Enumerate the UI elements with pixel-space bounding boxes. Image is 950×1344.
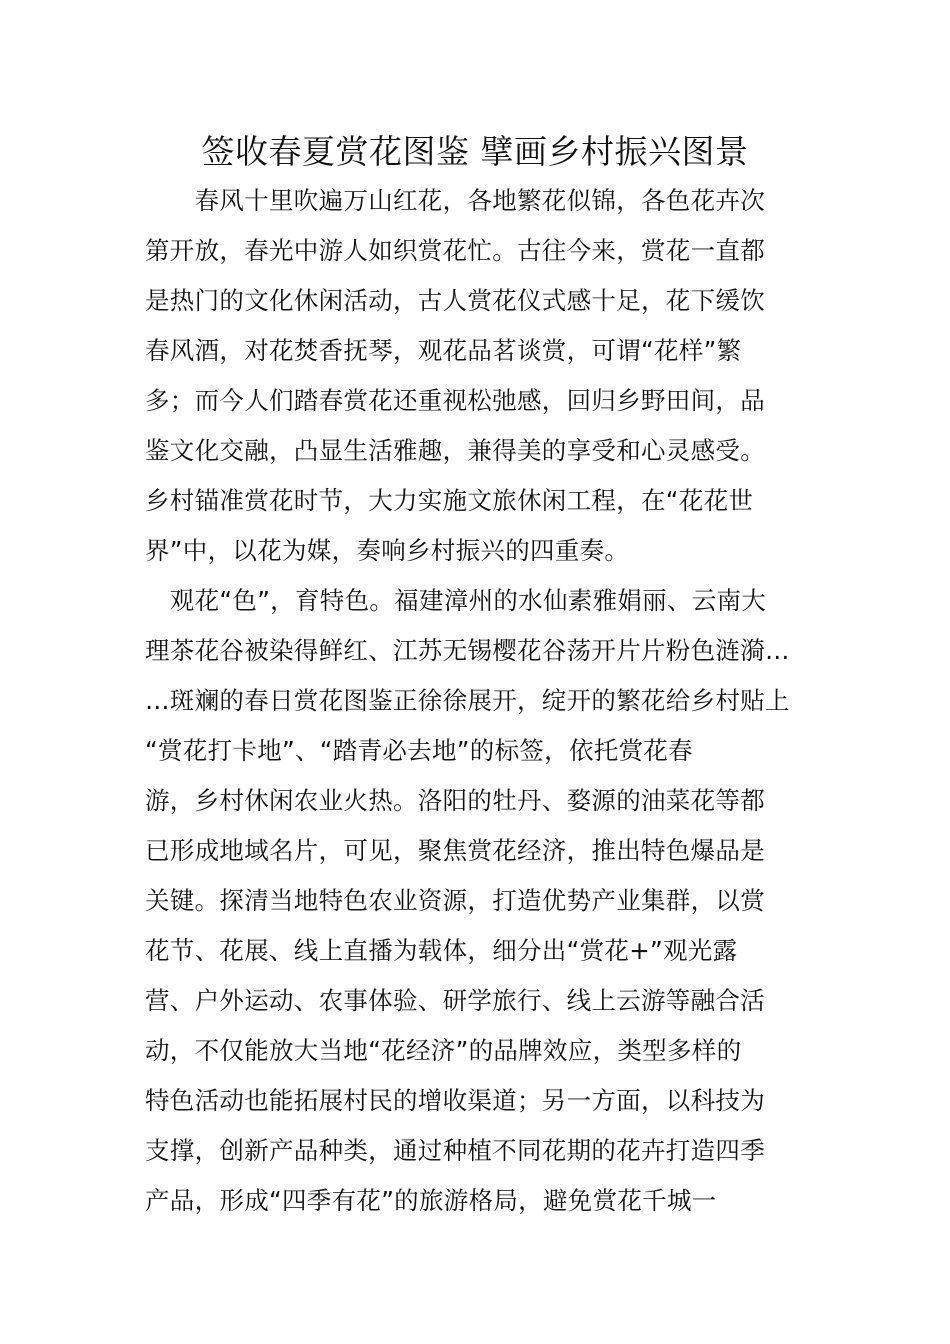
text-line: 春风十里吹遍万山红花，各地繁花似锦，各色花卉次 <box>145 186 765 215</box>
text-line: 观花“色”，育特色。福建漳州的水仙素雅娟丽、云南大 <box>145 586 767 615</box>
text-line: 鉴文化交融，凸显生活雅趣，兼得美的享受和心灵感受。 <box>145 436 765 465</box>
text-line: 第开放，春光中游人如织赏花忙。古往今来，赏花一直都 <box>145 236 765 265</box>
text-line: 花节、花展、线上直播为载体，细分出“赏花+”观光露 <box>145 936 738 965</box>
text-line: 多；而今人们踏春赏花还重视松弛感，回归乡野田间，品 <box>145 386 765 415</box>
text-line: “赏花打卡地”、“踏青必去地”的标签，依托赏花春 <box>145 736 693 765</box>
text-line: 动，不仅能放大当地“花经济”的品牌效应，类型多样的 <box>145 1036 742 1065</box>
text-line: 春风酒，对花焚香抚琴，观花品茗谈赏，可谓“花样”繁 <box>145 336 742 365</box>
text-line: …斑斓的春日赏花图鉴正徐徐展开，绽开的繁花给乡村贴上 <box>145 686 790 715</box>
text-line: 界”中，以花为媒，奏响乡村振兴的四重奏。 <box>145 536 630 565</box>
text-line: 是热门的文化休闲活动，古人赏花仪式感十足，花下缓饮 <box>145 286 765 315</box>
text-line: 已形成地域名片，可见，聚焦赏花经济，推出特色爆品是 <box>145 836 765 865</box>
text-line: 乡村锚准赏花时节，大力实施文旅休闲工程，在“花花世 <box>145 486 754 515</box>
text-line: 支撑，创新产品种类，通过种植不同花期的花卉打造四季 <box>145 1136 765 1165</box>
text-line: 产品，形成“四季有花”的旅游格局，避免赏花千城一 <box>145 1186 717 1215</box>
text-line: 游，乡村休闲农业火热。洛阳的牡丹、婺源的油菜花等都 <box>145 786 765 815</box>
text-line: 营、户外运动、农事体验、研学旅行、线上云游等融合活 <box>145 986 765 1015</box>
text-line: 特色活动也能拓展村民的增收渠道；另一方面，以科技为 <box>145 1086 765 1115</box>
document-title: 签收春夏赏花图鉴 擘画乡村振兴图景 <box>201 132 749 171</box>
text-line: 关键。探清当地特色农业资源，打造优势产业集群，以赏 <box>145 886 765 915</box>
document-body <box>145 176 810 1226</box>
text-line: 理茶花谷被染得鲜红、江苏无锡樱花谷荡开片片粉色涟漪… <box>145 636 790 665</box>
